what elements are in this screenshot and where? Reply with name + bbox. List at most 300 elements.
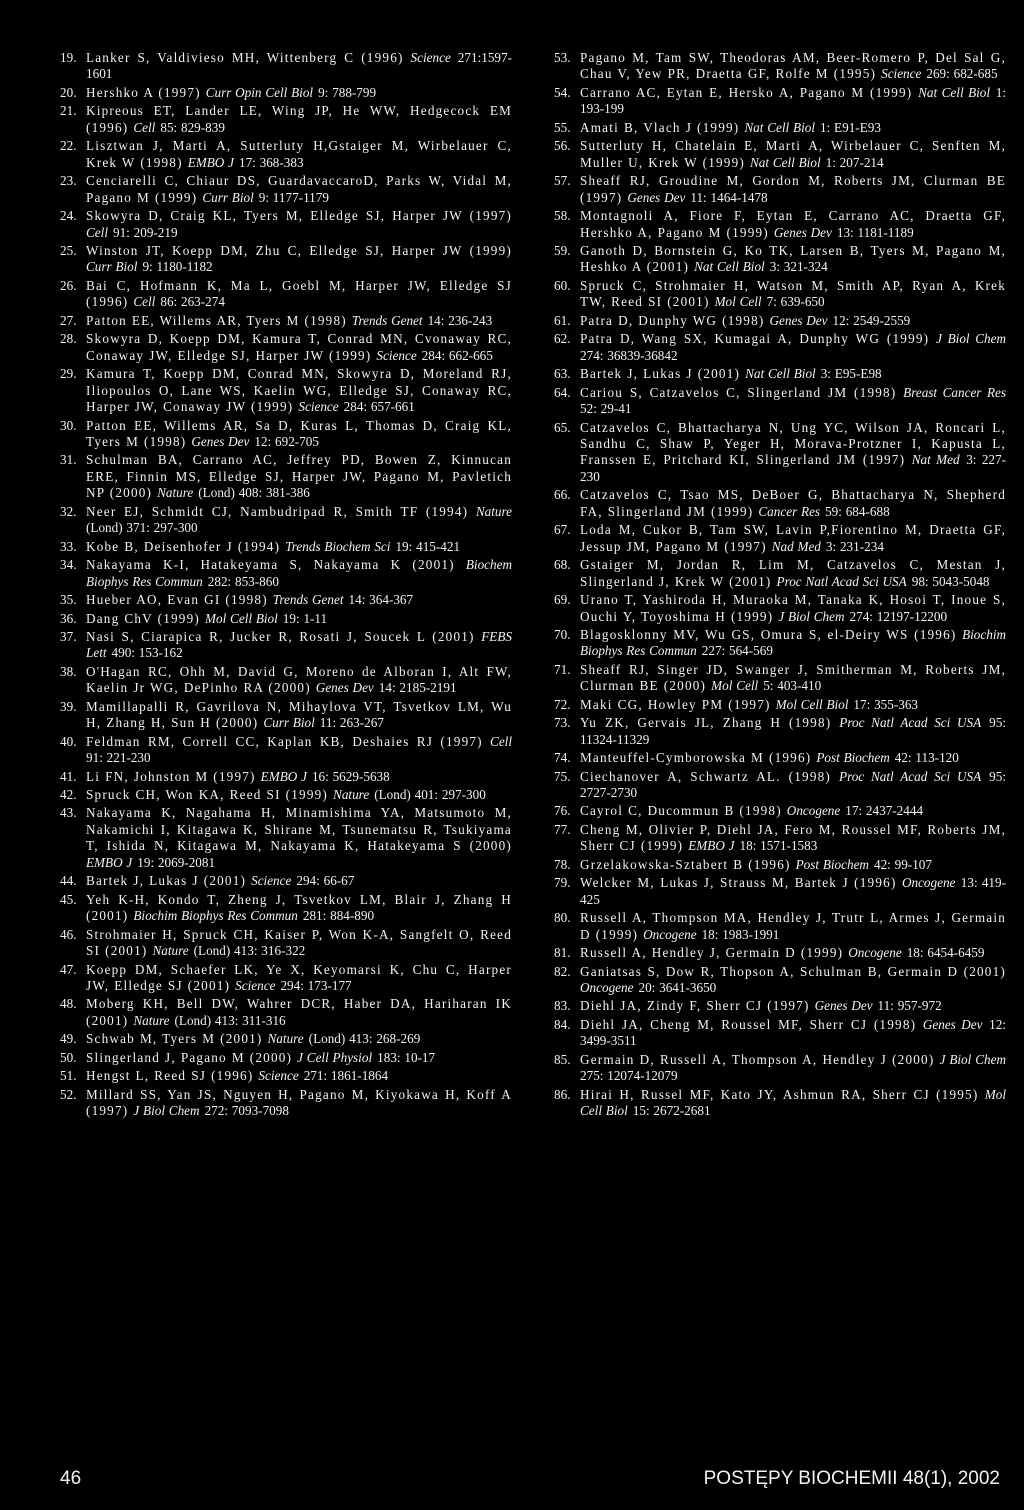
reference-number: 32. bbox=[60, 503, 77, 519]
reference-journal: Science bbox=[258, 1068, 299, 1084]
reference-journal: Nat Cell Biol bbox=[918, 84, 991, 100]
reference-number: 67. bbox=[554, 522, 571, 538]
reference-number: 68. bbox=[554, 557, 571, 573]
reference-entry bbox=[60, 1087, 512, 1120]
reference-volume-pages: 98: 5043-5048 bbox=[911, 573, 990, 589]
reference-journal: Nature bbox=[157, 485, 194, 501]
reference-journal: EMBO J bbox=[187, 154, 234, 170]
reference-volume-pages: 269: 682-685 bbox=[926, 66, 998, 82]
reference-entry bbox=[554, 1087, 1006, 1120]
reference-authors: Russell A, Hendley J, Germain D (1999) bbox=[580, 945, 844, 961]
reference-volume-pages: 227: 564-569 bbox=[701, 643, 773, 659]
reference-entry bbox=[554, 138, 1006, 171]
reference-volume-pages: 91: 209-219 bbox=[112, 224, 178, 240]
reference-authors: Welcker M, Lukas J, Strauss M, Bartek J (1996) bbox=[580, 875, 897, 891]
reference-authors: Skowyra D, Koepp DM, Kamura T, Conrad MN, Cvonaway RC, Conaway JW, Elledge SJ, Harper JW (1999) bbox=[86, 331, 512, 363]
reference-volume-pages: (Lond) 371: 297-300 bbox=[86, 520, 198, 536]
reference-authors: Germain D, Russell A, Thompson A, Hendley J (2000) bbox=[580, 1051, 935, 1067]
reference-volume-pages: 14: 2185-2191 bbox=[378, 680, 457, 696]
reference-number: 31. bbox=[60, 452, 77, 468]
reference-authors: Winston JT, Koepp DM, Zhu C, Elledge SJ, Harper JW (1999) bbox=[86, 242, 512, 258]
reference-volume-pages: 42: 99-107 bbox=[873, 856, 932, 872]
reference-entry bbox=[60, 873, 512, 889]
reference-entry bbox=[60, 787, 512, 803]
reference-number: 42. bbox=[60, 787, 77, 803]
reference-authors: Maki CG, Howley PM (1997) bbox=[580, 696, 771, 712]
reference-journal: EMBO J bbox=[86, 854, 133, 870]
reference-volume-pages: 294: 66-67 bbox=[296, 873, 355, 889]
reference-authors: Kobe B, Deisenhofer J (1994) bbox=[86, 538, 281, 554]
reference-number: 30. bbox=[60, 417, 77, 433]
reference-journal: Cell bbox=[133, 119, 156, 135]
reference-number: 72. bbox=[554, 696, 571, 712]
reference-authors: Diehl JA, Zindy F, Sherr CJ (1997) bbox=[580, 998, 810, 1014]
reference-journal: Genes Dev bbox=[922, 1016, 983, 1032]
reference-authors: Urano T, Yashiroda H, Muraoka M, Tanaka K, Hosoi T, Inoue S, Ouchi Y, Toyoshima H (1999) bbox=[580, 592, 1006, 624]
reference-entry bbox=[554, 857, 1006, 873]
reference-volume-pages: 12: 2549-2559 bbox=[832, 312, 911, 328]
reference-entry bbox=[554, 420, 1006, 486]
reference-authors: Manteuffel-Cymborowska M (1996) bbox=[580, 750, 812, 766]
reference-authors: Blagosklonny MV, Wu GS, Omura S, el-Deiry WS (1996) bbox=[580, 626, 957, 642]
reference-volume-pages: 14: 236-243 bbox=[427, 312, 493, 328]
journal-issue: POSTĘPY BIOCHEMII 48(1), 2002 bbox=[703, 1468, 1000, 1489]
reference-journal: Nat Cell Biol bbox=[744, 119, 815, 135]
reference-journal: Proc Natl Acad Sci USA bbox=[776, 573, 907, 589]
reference-number: 40. bbox=[60, 733, 77, 749]
reference-entry bbox=[554, 875, 1006, 908]
reference-volume-pages: 42: 113-120 bbox=[894, 750, 959, 766]
reference-entry bbox=[60, 1050, 512, 1066]
reference-entry bbox=[554, 998, 1006, 1014]
reference-authors: Skowyra D, Craig KL, Tyers M, Elledge SJ, Harper JW (1997) bbox=[86, 208, 512, 224]
reference-entry bbox=[60, 313, 512, 329]
reference-authors: Feldman RM, Correll CC, Kaplan KB, Deshaies RJ (1997) bbox=[86, 733, 483, 749]
reference-volume-pages: 9: 788-799 bbox=[318, 84, 377, 100]
reference-number: 26. bbox=[60, 277, 77, 293]
reference-journal: Genes Dev bbox=[769, 312, 828, 328]
reference-journal: Biochim Biophys Res Commun bbox=[580, 626, 1007, 659]
reference-number: 37. bbox=[60, 628, 77, 644]
reference-number: 20. bbox=[60, 84, 77, 100]
reference-volume-pages: 9: 1180-1182 bbox=[142, 259, 213, 275]
reference-entry bbox=[554, 715, 1006, 748]
reference-volume-pages: 11: 1464-1478 bbox=[690, 189, 768, 205]
reference-authors: Grzelakowska-Sztabert B (1996) bbox=[580, 856, 791, 872]
reference-number: 60. bbox=[554, 277, 571, 293]
reference-authors: Yeh K-H, Kondo T, Zheng J, Tsvetkov LM, Blair J, Zhang H (2001) bbox=[86, 891, 512, 924]
reference-journal: Oncogene bbox=[580, 980, 634, 996]
reference-number: 73. bbox=[554, 715, 571, 731]
reference-journal: Mol Cell Biol bbox=[580, 1086, 1006, 1119]
reference-journal: Nat Cell Biol bbox=[694, 259, 765, 275]
reference-number: 61. bbox=[554, 312, 571, 328]
reference-journal: Oncogene bbox=[786, 803, 841, 819]
reference-volume-pages: 19: 2069-2081 bbox=[137, 854, 216, 870]
reference-entry bbox=[60, 1068, 512, 1084]
reference-volume-pages: 20: 3641-3650 bbox=[638, 980, 717, 996]
reference-number: 63. bbox=[554, 366, 571, 382]
reference-journal: J Biol Chem bbox=[939, 1051, 1006, 1067]
reference-authors: Cariou S, Catzavelos C, Slingerland JM (1998) bbox=[580, 384, 897, 400]
reference-journal: Trends Genet bbox=[272, 592, 344, 608]
reference-journal: Nature bbox=[475, 503, 513, 519]
reference-entry bbox=[554, 313, 1006, 329]
reference-authors: Russell A, Thompson MA, Hendley J, Trutr L, Armes J, Germain D (1999) bbox=[580, 910, 1006, 942]
reference-number: 55. bbox=[554, 119, 571, 135]
reference-number: 82. bbox=[554, 963, 571, 979]
reference-number: 75. bbox=[554, 768, 571, 784]
reference-number: 78. bbox=[554, 856, 571, 872]
reference-number: 64. bbox=[554, 384, 571, 400]
reference-number: 85. bbox=[554, 1051, 571, 1067]
reference-number: 66. bbox=[554, 487, 571, 503]
reference-number: 54. bbox=[554, 84, 571, 100]
reference-journal: Science bbox=[251, 873, 292, 889]
reference-entry bbox=[60, 734, 512, 767]
reference-entry bbox=[60, 592, 512, 608]
reference-entry bbox=[60, 557, 512, 590]
reference-journal: Nat Cell Biol bbox=[745, 366, 816, 382]
reference-entry bbox=[60, 173, 512, 206]
reference-volume-pages: 13: 1181-1189 bbox=[836, 224, 914, 240]
reference-volume-pages: 1: 193-199 bbox=[580, 84, 1007, 117]
reference-number: 28. bbox=[60, 331, 77, 347]
reference-number: 22. bbox=[60, 138, 77, 154]
reference-journal: Cell bbox=[490, 733, 513, 749]
reference-entry bbox=[554, 627, 1006, 660]
reference-entry bbox=[554, 243, 1006, 276]
reference-authors: Nakayama K, Nagahama H, Minamishima YA, Matsumoto M, Nakamichi I, Kitagawa K, Shirane M, Tsunematsu R, Tsukiyama T, Ishida N, Kitagawa M, Nakayama K, Hatakeyama S (2000) bbox=[86, 805, 512, 854]
reference-number: 56. bbox=[554, 138, 571, 154]
reference-authors: Hershko A (1997) bbox=[86, 84, 201, 100]
reference-number: 41. bbox=[60, 768, 77, 784]
reference-number: 43. bbox=[60, 805, 77, 821]
reference-entry bbox=[60, 996, 512, 1029]
reference-journal: Cell bbox=[86, 224, 108, 240]
reference-journal: Mol Cell bbox=[714, 294, 762, 310]
reference-authors: Li FN, Johnston M (1997) bbox=[86, 768, 256, 784]
reference-authors: Cayrol C, Ducommun B (1998) bbox=[580, 803, 782, 819]
reference-volume-pages: 13: 419-425 bbox=[580, 875, 1007, 907]
reference-authors: Kipreous ET, Lander LE, Wing JP, He WW, Hedgecock EM (1996) bbox=[86, 103, 512, 135]
reference-journal: Nature bbox=[267, 1031, 304, 1047]
references-right-column bbox=[554, 50, 1006, 1122]
reference-volume-pages: 19: 415-421 bbox=[395, 538, 461, 554]
reference-authors: Montagnoli A, Fiore F, Eytan E, Carrano AC, Draetta GF, Hershko A, Pagano M (1999) bbox=[580, 208, 1006, 240]
reference-journal: FEBS Lett bbox=[86, 628, 513, 661]
reference-entry bbox=[60, 278, 512, 311]
reference-authors: Lanker S, Valdivieso MH, Wittenberg C (1996) bbox=[86, 50, 404, 65]
reference-journal: Nat Med bbox=[911, 452, 960, 468]
reference-volume-pages: 274: 12197-12200 bbox=[849, 608, 948, 624]
reference-entry bbox=[60, 103, 512, 136]
reference-number: 39. bbox=[60, 698, 77, 714]
reference-journal: Proc Natl Acad Sci USA bbox=[839, 768, 982, 784]
reference-authors: Pagano M, Tam SW, Theodoras AM, Beer-Romero P, Del Sal G, Chau V, Yew PR, Draetta GF, Rolfe M (1995) bbox=[580, 50, 1006, 82]
reference-number: 34. bbox=[60, 557, 77, 573]
reference-volume-pages: 59: 684-688 bbox=[825, 503, 890, 519]
reference-entry bbox=[60, 892, 512, 925]
reference-number: 29. bbox=[60, 366, 77, 382]
reference-journal: J Cell Physiol bbox=[297, 1049, 373, 1065]
reference-volume-pages: 85: 829-839 bbox=[160, 119, 225, 135]
reference-journal: Nature bbox=[333, 787, 370, 803]
reference-journal: J Biol Chem bbox=[133, 1103, 200, 1119]
reference-entry bbox=[60, 927, 512, 960]
reference-volume-pages: 275: 12074-12079 bbox=[580, 1068, 678, 1084]
reference-number: 79. bbox=[554, 875, 571, 891]
reference-volume-pages: 11: 263-267 bbox=[319, 715, 384, 731]
reference-volume-pages: 3: 227-230 bbox=[580, 452, 1006, 484]
reference-authors: O'Hagan RC, Ohh M, David G, Moreno de Alboran I, Alt FW, Kaelin Jr WG, DePinho RA (2000) bbox=[86, 663, 512, 696]
reference-authors: Neer EJ, Schmidt CJ, Nambudripad R, Smith TF (1994) bbox=[86, 503, 469, 519]
reference-entry bbox=[554, 592, 1006, 625]
reference-authors: Hengst L, Reed SJ (1996) bbox=[86, 1068, 254, 1084]
reference-journal: J Biol Chem bbox=[936, 331, 1006, 347]
reference-number: 77. bbox=[554, 821, 571, 837]
reference-authors: Patra D, Dunphy WG (1998) bbox=[580, 312, 765, 328]
reference-authors: Millard SS, Yan JS, Nguyen H, Pagano M, Kiyokawa H, Koff A (1997) bbox=[86, 1086, 512, 1119]
reference-journal: Post Biochem bbox=[816, 750, 890, 766]
reference-authors: Bai C, Hofmann K, Ma L, Goebl M, Harper JW, Elledge SJ (1996) bbox=[86, 277, 512, 310]
reference-journal: Curr Biol bbox=[202, 189, 254, 205]
reference-volume-pages: 3: 231-234 bbox=[825, 538, 884, 554]
reference-number: 47. bbox=[60, 961, 77, 977]
reference-volume-pages: 9: 1177-1179 bbox=[258, 189, 329, 205]
reference-entry bbox=[554, 769, 1006, 802]
references-left-column bbox=[60, 50, 512, 1122]
reference-journal: Cancer Res bbox=[758, 503, 821, 519]
reference-number: 57. bbox=[554, 173, 571, 189]
reference-entry bbox=[554, 662, 1006, 695]
reference-journal: Proc Natl Acad Sci USA bbox=[839, 715, 982, 731]
reference-authors: Cheng M, Olivier P, Diehl JA, Fero M, Roussel MF, Roberts JM, Sherr CJ (1999) bbox=[580, 821, 1006, 854]
reference-entry bbox=[554, 1052, 1006, 1085]
reference-volume-pages: 12: 692-705 bbox=[254, 433, 319, 449]
reference-authors: Diehl JA, Cheng M, Roussel MF, Sherr CJ (1998) bbox=[580, 1016, 917, 1032]
reference-authors: Cenciarelli C, Chiaur DS, GuardavaccaroD, Parks W, Vidal M, Pagano M (1999) bbox=[86, 173, 512, 205]
reference-volume-pages: 183: 10-17 bbox=[377, 1049, 436, 1065]
reference-number: 35. bbox=[60, 592, 77, 608]
reference-authors: Ciechanover A, Schwartz AL. (1998) bbox=[580, 768, 832, 784]
reference-journal: Nat Cell Biol bbox=[750, 154, 821, 170]
reference-authors: Amati B, Vlach J (1999) bbox=[580, 119, 740, 135]
reference-entry bbox=[554, 50, 1006, 83]
reference-number: 44. bbox=[60, 873, 77, 889]
reference-journal: Nature bbox=[152, 943, 189, 959]
reference-journal: Curr Opin Cell Biol bbox=[205, 84, 314, 100]
reference-volume-pages: 86: 263-274 bbox=[160, 294, 225, 310]
reference-number: 46. bbox=[60, 926, 77, 942]
reference-authors: Ganoth D, Bornstein G, Ko TK, Larsen B, Tyers M, Pagano M, Heshko A (2001) bbox=[580, 242, 1006, 275]
reference-volume-pages: 95: 2727-2730 bbox=[580, 768, 1006, 801]
reference-entry bbox=[60, 539, 512, 555]
reference-journal: Trends Biochem Sci bbox=[285, 538, 391, 554]
reference-authors: Carrano AC, Eytan E, Hersko A, Pagano M (1999) bbox=[580, 84, 913, 100]
reference-authors: Kamura T, Koepp DM, Conrad MN, Skowyra D, Moreland RJ, Iliopoulos O, Lane WS, Kaelin WG, Elledge SJ, Conaway RC, Harper JW, Conaway JW (1999) bbox=[86, 366, 512, 415]
reference-entry bbox=[60, 208, 512, 241]
reference-entry bbox=[60, 331, 512, 364]
reference-journal: EMBO J bbox=[688, 838, 735, 854]
reference-authors: Hirai H, Russel MF, Kato JY, Ashmun RA, Sherr CJ (1995) bbox=[580, 1086, 979, 1102]
reference-journal: Oncogene bbox=[901, 875, 956, 891]
reference-journal: Science bbox=[235, 978, 276, 994]
reference-journal: Oncogene bbox=[643, 926, 697, 942]
reference-volume-pages: 272: 7093-7098 bbox=[204, 1103, 289, 1119]
reference-number: 45. bbox=[60, 891, 77, 907]
reference-authors: Nasi S, Ciarapica R, Jucker R, Rosati J, Soucek L (2001) bbox=[86, 628, 475, 644]
reference-number: 23. bbox=[60, 173, 77, 189]
page-number: 46 bbox=[60, 1468, 82, 1489]
reference-entry bbox=[60, 962, 512, 995]
reference-entry bbox=[554, 385, 1006, 418]
reference-volume-pages: 490: 153-162 bbox=[111, 645, 183, 661]
reference-volume-pages: 3: E95-E98 bbox=[820, 366, 882, 382]
reference-journal: Genes Dev bbox=[627, 189, 686, 205]
reference-entry bbox=[554, 522, 1006, 555]
reference-volume-pages: 14: 364-367 bbox=[348, 592, 414, 608]
reference-volume-pages: (Lond) 413: 316-322 bbox=[193, 943, 306, 959]
reference-number: 49. bbox=[60, 1031, 77, 1047]
reference-authors: Schwab M, Tyers M (2001) bbox=[86, 1031, 263, 1047]
reference-journal: Trends Genet bbox=[351, 312, 423, 328]
reference-journal: Curr Biol bbox=[263, 715, 315, 731]
reference-authors: Catzavelos C, Bhattacharya N, Ung YC, Wilson JA, Roncari L, Sandhu C, Shaw P, Yeger H, Morava-Protzner I, Kapusta L, Franssen E, Pritchard KI, Slingerland JM (1997) bbox=[580, 419, 1006, 468]
reference-volume-pages: 5: 403-410 bbox=[763, 678, 822, 694]
reference-journal: EMBO J bbox=[260, 768, 307, 784]
reference-volume-pages: 284: 657-661 bbox=[343, 399, 415, 415]
reference-journal: Mol Cell Biol bbox=[775, 696, 849, 712]
reference-entry bbox=[60, 138, 512, 171]
reference-authors: Sheaff RJ, Groudine M, Gordon M, Roberts JM, Clurman BE (1997) bbox=[580, 173, 1006, 205]
reference-number: 19. bbox=[60, 50, 77, 65]
reference-volume-pages: 19: 1-11 bbox=[282, 610, 328, 626]
reference-journal: Science bbox=[298, 399, 339, 415]
reference-entry bbox=[554, 945, 1006, 961]
reference-journal: Oncogene bbox=[848, 945, 902, 961]
reference-entry bbox=[60, 805, 512, 871]
reference-journal: Biochim Biophys Res Commun bbox=[133, 908, 298, 924]
reference-number: 24. bbox=[60, 208, 77, 224]
reference-entry bbox=[554, 331, 1006, 364]
reference-volume-pages: (Lond) 408: 381-386 bbox=[198, 485, 310, 501]
reference-entry bbox=[60, 629, 512, 662]
reference-journal: Cell bbox=[133, 294, 156, 310]
reference-authors: Spruck CH, Won KA, Reed SI (1999) bbox=[86, 787, 329, 803]
reference-authors: Ganiatsas S, Dow R, Thopson A, Schulman B, Germain D (2001) bbox=[580, 963, 1006, 979]
reference-volume-pages: 271: 1861-1864 bbox=[303, 1068, 389, 1084]
reference-number: 74. bbox=[554, 750, 571, 766]
reference-journal: Genes Dev bbox=[773, 224, 832, 240]
reference-authors: Dang ChV (1999) bbox=[86, 610, 200, 626]
reference-authors: Gstaiger M, Jordan R, Lim M, Catzavelos C, Mestan J, Slingerland J, Krek W (2001) bbox=[580, 557, 1006, 589]
reference-number: 86. bbox=[554, 1086, 571, 1102]
reference-authors: Schulman BA, Carrano AC, Jeffrey PD, Bowen Z, Kinnucan ERE, Finnin MS, Elledge SJ, Harper JW, Pagano M, Pavletich NP (2000) bbox=[86, 452, 512, 501]
reference-authors: Yu ZK, Gervais JL, Zhang H (1998) bbox=[580, 715, 832, 731]
reference-entry bbox=[60, 366, 512, 415]
reference-authors: Moberg KH, Bell DW, Wahrer DCR, Haber DA, Hariharan IK (2001) bbox=[86, 996, 512, 1028]
reference-entry bbox=[60, 699, 512, 732]
reference-number: 50. bbox=[60, 1049, 77, 1065]
reference-authors: Nakayama K-I, Hatakeyama S, Nakayama K (2001) bbox=[86, 557, 455, 573]
reference-authors: Sutterluty H, Chatelain E, Marti A, Wirbelauer C, Senften M, Muller U, Krek W (1999) bbox=[580, 138, 1006, 170]
reference-journal: Genes Dev bbox=[191, 433, 250, 449]
reference-number: 70. bbox=[554, 626, 571, 642]
reference-entry bbox=[60, 769, 512, 785]
reference-number: 21. bbox=[60, 103, 77, 119]
reference-number: 27. bbox=[60, 312, 77, 328]
reference-journal: Science bbox=[376, 347, 417, 363]
reference-volume-pages: 281: 884-890 bbox=[302, 908, 375, 924]
reference-volume-pages: 17: 2437-2444 bbox=[845, 803, 924, 819]
reference-volume-pages: 17: 355-363 bbox=[853, 696, 919, 712]
reference-number: 48. bbox=[60, 996, 77, 1012]
reference-entry bbox=[554, 173, 1006, 206]
reference-entry bbox=[554, 487, 1006, 520]
reference-volume-pages: 16: 5629-5638 bbox=[311, 768, 390, 784]
reference-number: 38. bbox=[60, 663, 77, 679]
reference-volume-pages: 12: 3499-3511 bbox=[580, 1016, 1007, 1049]
reference-journal: Nature bbox=[133, 1012, 170, 1028]
reference-entry bbox=[554, 278, 1006, 311]
reference-volume-pages: 282: 853-860 bbox=[207, 573, 279, 589]
reference-number: 80. bbox=[554, 910, 571, 926]
reference-number: 25. bbox=[60, 242, 77, 258]
reference-number: 83. bbox=[554, 998, 571, 1014]
reference-number: 71. bbox=[554, 661, 571, 677]
reference-number: 58. bbox=[554, 208, 571, 224]
reference-volume-pages: 1: E91-E93 bbox=[820, 119, 881, 135]
reference-number: 62. bbox=[554, 331, 571, 347]
reference-authors: Bartek J, Lukas J (2001) bbox=[580, 366, 741, 382]
reference-volume-pages: 1: 207-214 bbox=[825, 154, 884, 170]
reference-entry bbox=[554, 120, 1006, 136]
reference-number: 65. bbox=[554, 419, 571, 435]
reference-journal: J Biol Chem bbox=[778, 608, 845, 624]
reference-number: 51. bbox=[60, 1068, 77, 1084]
reference-entry bbox=[554, 803, 1006, 819]
reference-entry bbox=[60, 664, 512, 697]
reference-entry bbox=[60, 452, 512, 501]
reference-entry bbox=[60, 504, 512, 537]
reference-number: 53. bbox=[554, 50, 571, 65]
reference-journal: Science bbox=[881, 66, 922, 82]
reference-journal: Breast Cancer Res bbox=[903, 384, 1007, 400]
reference-volume-pages: 18: 1983-1991 bbox=[701, 926, 780, 942]
reference-volume-pages: (Lond) 413: 311-316 bbox=[174, 1012, 286, 1028]
reference-authors: Spruck C, Strohmaier H, Watson M, Smith AP, Ryan A, Krek TW, Reed SI (2001) bbox=[580, 277, 1006, 310]
reference-entry bbox=[554, 1017, 1006, 1050]
reference-authors: Hueber AO, Evan GI (1998) bbox=[86, 592, 268, 608]
reference-volume-pages: 294: 173-177 bbox=[280, 978, 352, 994]
reference-entry bbox=[554, 208, 1006, 241]
reference-authors: Mamillapalli R, Gavrilova N, Mihaylova VT, Tsvetkov LM, Wu H, Zhang H, Sun H (2000) bbox=[86, 698, 512, 731]
reference-authors: Catzavelos C, Tsao MS, DeBoer G, Bhattacharya N, Shepherd FA, Slingerland JM (1999) bbox=[580, 487, 1006, 519]
reference-number: 36. bbox=[60, 610, 77, 626]
reference-volume-pages: 52: 29-41 bbox=[580, 401, 632, 417]
reference-entry bbox=[554, 366, 1006, 382]
reference-journal: Genes Dev bbox=[315, 680, 374, 696]
reference-journal: Mol Cell Biol bbox=[205, 610, 278, 626]
reference-number: 52. bbox=[60, 1086, 77, 1102]
reference-volume-pages: 284: 662-665 bbox=[421, 347, 493, 363]
reference-volume-pages: 11: 957-972 bbox=[877, 998, 942, 1014]
reference-authors: Sheaff RJ, Singer JD, Swanger J, Smitherman M, Roberts JM, Clurman BE (2000) bbox=[580, 661, 1006, 694]
reference-entry bbox=[60, 611, 512, 627]
reference-volume-pages: 91: 221-230 bbox=[86, 750, 151, 766]
reference-journal: Post Biochem bbox=[795, 856, 869, 872]
